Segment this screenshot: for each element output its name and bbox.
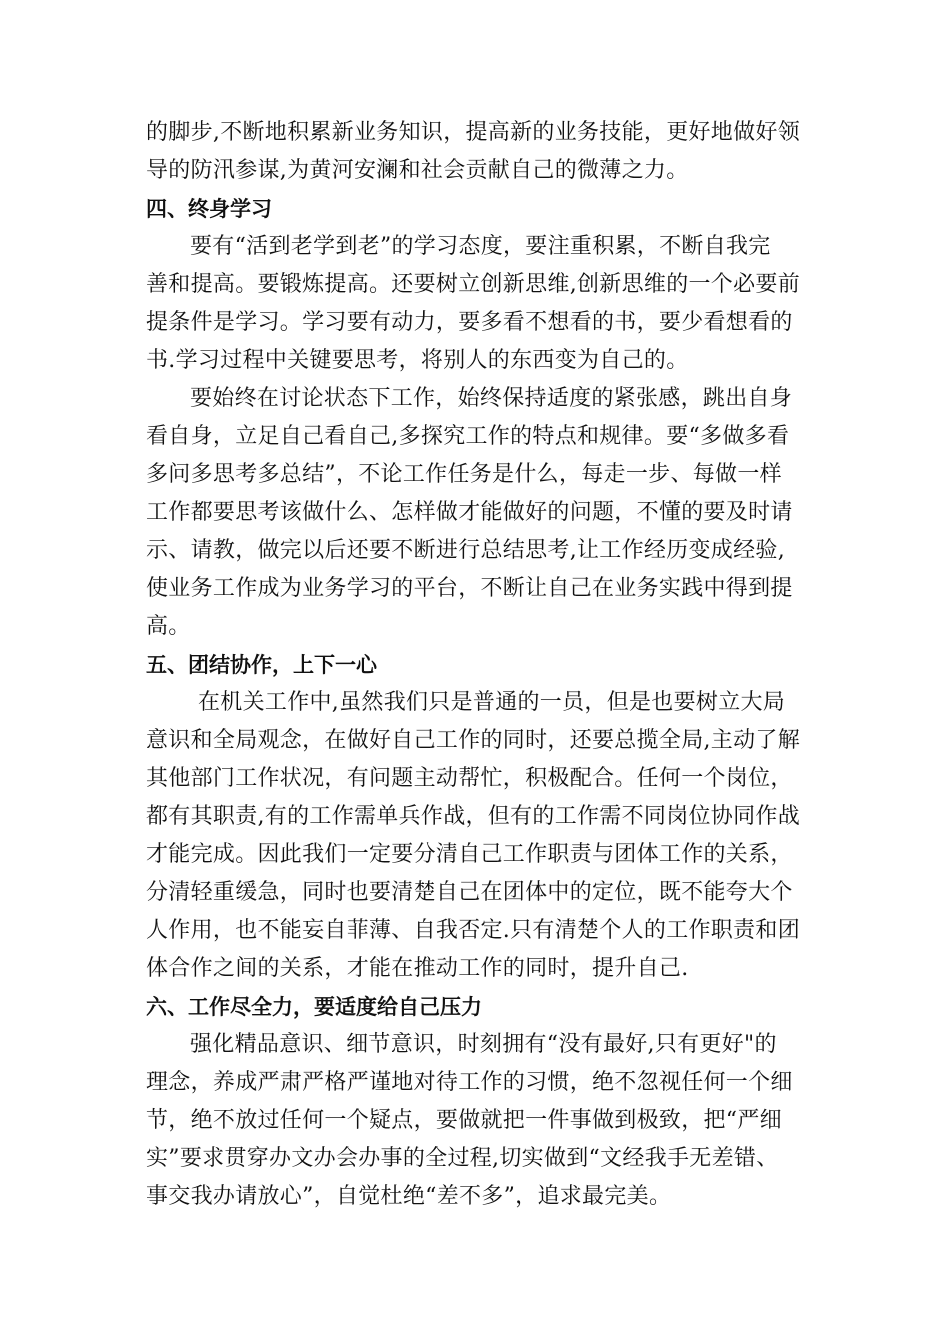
paragraph: [146, 114, 814, 190]
text-line: 体合作之间的关系，才能在推动工作的同时，提升自己.: [146, 956, 689, 981]
text-line: 节，绝不放过任何一个疑点，要做就把一件事做到极致，把“严细: [146, 1108, 782, 1133]
text-line: 其他部门工作状况，有问题主动帮忙，积极配合。任何一个岗位，: [146, 766, 793, 791]
text-line: 事交我办请放心”，自觉杜绝“差不多”，追求最完美。: [146, 1184, 672, 1209]
text-line: 看自身，立足自己看自己,多探究工作的特点和规律。要“多做多看: [146, 424, 790, 449]
text-line: 理念，养成严肃严格严谨地对待工作的习惯，绝不忽视任何一个细: [146, 1070, 793, 1095]
text-line: 高。: [146, 614, 191, 639]
section-heading: 六、工作尽全力，要适度给自己压力: [146, 995, 482, 1019]
paragraph: [146, 1026, 814, 1216]
paragraph: [146, 684, 814, 988]
text-line: 要始终在讨论状态下工作，始终保持适度的紧张感，跳出自身: [190, 386, 793, 411]
document-body: [146, 114, 814, 1216]
text-line: 工作都要思考该做什么、怎样做才能做好的问题，不懂的要及时请: [146, 500, 793, 525]
text-line: 善和提高。要锻炼提高。还要树立创新思维,创新思维的一个必要前: [146, 272, 800, 297]
text-line: 都有其职责,有的工作需单兵作战，但有的工作需不同岗位协同作战: [146, 804, 800, 829]
paragraph: [146, 380, 814, 646]
text-line: 在机关工作中,虽然我们只是普通的一员，但是也要树立大局: [198, 690, 786, 715]
text-line: 示、请教，做完以后还要不断进行总结思考,让工作经历变成经验,: [146, 538, 785, 563]
section-heading: 四、终身学习: [146, 197, 272, 221]
text-line: 实”要求贯穿办文办会办事的全过程,切实做到“文经我手无差错、: [146, 1146, 779, 1171]
text-line: 人作用，也不能妄自菲薄、自我否定.只有清楚个人的工作职责和团: [146, 918, 800, 943]
text-line: 的脚步,不断地积累新业务知识，提高新的业务技能，更好地做好领: [146, 120, 800, 145]
paragraph: [146, 228, 814, 380]
section-heading: 五、团结协作，上下一心: [146, 653, 377, 677]
text-line: 分清轻重缓急，同时也要清楚自己在团体中的定位，既不能夸大个: [146, 880, 793, 905]
text-line: 强化精品意识、细节意识，时刻拥有“没有最好,只有更好"的: [190, 1032, 777, 1057]
text-line: 导的防汛参谋,为黄河安澜和社会贡献自己的微薄之力。: [146, 158, 689, 183]
text-line: 提条件是学习。学习要有动力，要多看不想看的书，要少看想看的: [146, 310, 793, 335]
text-line: 使业务工作成为业务学习的平台，不断让自己在业务实践中得到提: [146, 576, 793, 601]
text-line: 意识和全局观念，在做好自己工作的同时，还要总揽全局,主动了解: [146, 728, 800, 753]
text-line: 才能完成。因此我们一定要分清自己工作职责与团体工作的关系，: [146, 842, 793, 867]
text-line: 书.学习过程中关键要思考，将别人的东西变为自己的。: [146, 348, 689, 373]
text-line: 多问多思考多总结”，不论工作任务是什么，每走一步、每做一样: [146, 462, 782, 487]
text-line: 要有“活到老学到老”的学习态度，要注重积累，不断自我完: [190, 234, 771, 259]
